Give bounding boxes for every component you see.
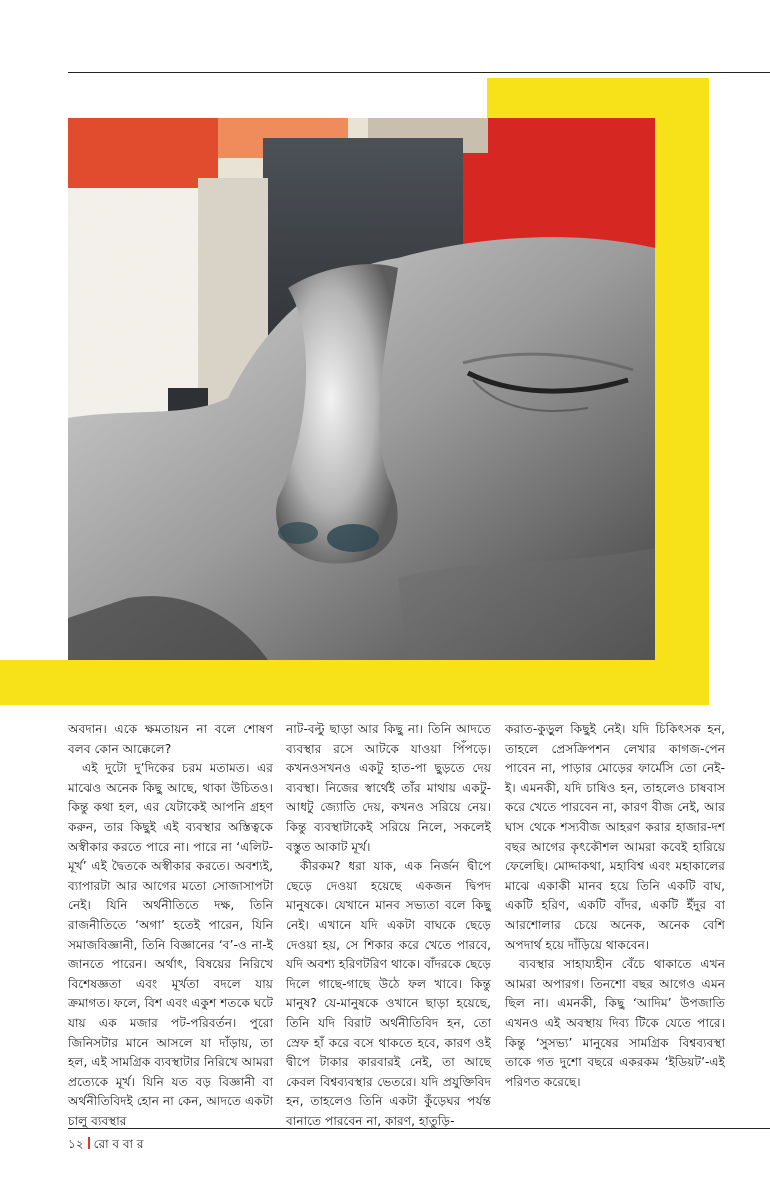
article-column-1 — [68, 720, 273, 1131]
page-footer — [68, 1136, 143, 1156]
bottom-rule — [68, 1128, 770, 1129]
magazine-name: রো ব বা র — [93, 1137, 144, 1151]
paragraph: অবদান। একে ক্ষমতায়ন না বলে শোষণ বলব কোন আক্কেলে? — [68, 722, 273, 756]
yellow-frame-right — [655, 78, 709, 705]
yellow-frame-bottom — [0, 660, 709, 705]
article-column-2 — [286, 720, 491, 1131]
paragraph: ব্যবস্থার সাহায্যহীন বেঁচে থাকাতে এখন আমরা অপারগ। তিনশো বছর আগেও এমন ছিল না। এমনকী, কিছু ‘আদিম’ উপজাতি এখনও এই অবস্থায় দিব্য টিকে যেতে পারে। কিন্তু ‘সুসভ্য’ মানুষের সামগ্রিক বিশ্বব্যবস্থা তাকে গত দুশো বছরে একরকম ‘ইডিয়ট’-এই পরিণত করেছে। — [505, 957, 725, 1089]
paragraph: কীরকম? ধরা যাক, এক নির্জন দ্বীপে ছেড়ে দেওয়া হয়েছে একজন দ্বিপদ মানুষকে। যেখানে মানব সভ্যতা বলে কিছু নেই। এখানে যদি একটা বাঘকে ছেড়ে দেওয়া হয়, সে শিকার করে খেতে পারবে, যদি অবশ্য হরিণটরিণ থাকে। বাঁদরকে ছেড়ে দিলে গাছে-গাছে উঠে ফল খাবে। কিন্তু মানুষ? যে-মানুষকে ওখানে ছাড়া হয়েছে, তিনি যদি বিরাট অর্থনীতিবিদ হন, তো স্রেফ হাঁ করে বসে থাকতে হবে, কারণ ওই দ্বীপে টাকার কারবারই নেই, তা আছে কেবল বিশ্বব্যবস্থার ভেতরে। যদি প্রযুক্তিবিদ হন, তাহলেও তিনি একটা কুঁড়েঘর পর্যন্ত বানাতে পারবেন না, কারণ, হাতুড়ি- — [286, 859, 491, 1128]
top-rule — [68, 72, 770, 73]
page-number: ১২ — [68, 1137, 84, 1151]
paragraph: এই দুটো দু’দিকের চরম মতামত। এর মাঝেও অনেক কিছু আছে, থাকা উচিতও। কিন্তু কথা হল, এর যেটাকেই আপনি গ্রহণ করুন, তার কিছুই এই ব্যবস্থার অস্তিত্বকে অস্বীকার করতে পারে না। পারে না ‘এলিট-মূর্খ’ এই দ্বৈতকে অস্বীকার করতে। অবশ্যই, ব্যাপারটা আর আগের মতো সোজাসাপটা নেই। যিনি অর্থনীতিতে দক্ষ, তিনি রাজনীতিতে ‘অগা’ হতেই পারেন, যিনি সমাজবিজ্ঞানী, তিনি বিজ্ঞানের ‘ব’-ও না-ই জানতে পারেন। অর্থাৎ, বিষয়ের নিরিখে বিশেষজ্ঞতা এবং মূর্খতা বদলে যায় ক্রমাগত। ফলে, বিশ এবং একুশ শতকে ঘটে যায় এক মজার পট-পরিবর্তন। পুরো জিনিসটার মানে আসলে যা দাঁড়ায়, তা হল, এই সামগ্রিক ব্যবস্থাটার নিরিখে আমরা প্রত্যেকে মূর্খ। যিনি যত বড় বিজ্ঞানী বা অর্থনীতিবিদই হোন না কেন, আদতে একটা চালু ব্যবস্থার — [68, 761, 273, 1128]
paragraph: নাট-বল্টু ছাড়া আর কিছু না। তিনি আদতে ব্যবস্থার রসে আটকে যাওয়া পিঁপড়ে। কখনওসখনও একটু হাত-পা ছুড়তে দেয় ব্যবস্থা। নিজের স্বার্থেই তাঁর মাথায় একটু-আধটু জ্যোতি দেয়, কখনও সরিয়ে নেয়। কিন্তু ব্যবস্থাটাকেই সরিয়ে নিলে, সকলেই বস্তুত আকাট মূর্খ। — [286, 722, 491, 854]
footer-separator — [88, 1137, 90, 1149]
collage-sleeping-face-illustration — [68, 118, 655, 660]
article-column-3 — [505, 720, 725, 1092]
article-columns — [68, 720, 770, 1128]
paragraph: করাত-কুড়ুল কিছুই নেই। যদি চিকিৎসক হন, তাহলে প্রেসক্রিপশন লেখার কাগজ-পেন পাবেন না, পাড়ার মোড়ের ফার্মেসি তো নেই-ই। এমনকী, যদি চাষিও হন, তাহলেও চাষবাস করে খেতে পারবেন না, কারণ বীজ নেই, আর ঘাস থেকে শস্যবীজ আহরণ করার হাজার-দশ বছর আগের কৃৎকৌশল আমরা কবেই হারিয়ে ফেলেছি। মোদ্দাকথা, মহাবিশ্ব এবং মহাকালের মাঝে একাকী মানব হয়ে তিনি একটি বাঘ, একটি হরিণ, একটি বাঁদর, একটি ইঁদুর বা আরশোলার চেয়ে অনেক, অনেক বেশি অপদার্থ হয়ে দাঁড়িয়ে থাকবেন। — [505, 722, 725, 952]
